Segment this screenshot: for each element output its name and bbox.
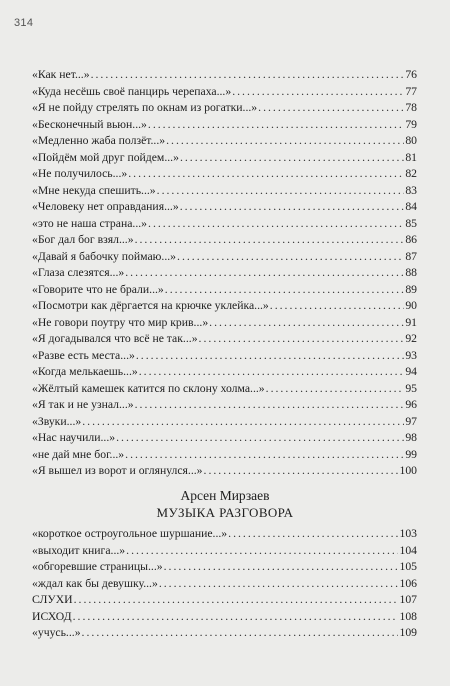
toc-entry-page: 103: [399, 527, 417, 540]
toc-entry-title: «Не говори поутру что мир крив...»: [32, 315, 209, 329]
toc-entry-page: 92: [405, 332, 417, 345]
toc-entry-page: 85: [405, 216, 417, 230]
toc-entry: [32, 543, 417, 560]
toc-entry-title: «Говорите что не брали...»: [32, 282, 164, 296]
toc-entry: [32, 447, 417, 464]
toc-entry: [32, 100, 417, 117]
section-title: МУЗЫКА РАЗГОВОРА: [156, 505, 294, 520]
toc-entry-title: ИСХОД: [32, 609, 72, 623]
toc-entry-title: «Человеку нет оправдания...»: [32, 200, 179, 213]
dot-leader: [228, 526, 398, 543]
toc-entry-page: 105: [399, 560, 417, 573]
dot-leader: [258, 100, 404, 117]
toc-entry-title: «Мне некуда спешить...»: [32, 183, 156, 197]
toc-entry: [32, 67, 417, 84]
toc-entry: [32, 559, 417, 576]
dot-leader: [126, 543, 398, 560]
toc-entry-title: «не дай мне бог...»: [32, 447, 125, 461]
toc-entry-title: СЛУХИ: [32, 593, 73, 606]
toc-entry-title: «Пойдём мой друг пойдем...»: [32, 150, 179, 164]
toc-entry-page: 108: [399, 609, 417, 623]
toc-entry: [32, 166, 417, 183]
dot-leader: [135, 397, 405, 414]
toc-entry-title: «Бесконечный вьюн...»: [32, 117, 147, 131]
dot-leader: [165, 282, 405, 299]
dot-leader: [82, 625, 399, 642]
toc-entry-page: 93: [405, 348, 417, 362]
toc-entry-page: 104: [399, 543, 417, 557]
dot-leader: [125, 265, 404, 282]
toc-entry-title: «Я вышел из ворот и оглянулся...»: [32, 464, 203, 477]
toc-entry-page: 89: [405, 282, 417, 296]
toc-entry-title: «Я не пойду стрелять по окнам из рогатки...»: [32, 101, 258, 114]
toc-entry: [32, 463, 417, 480]
toc-entry-page: 77: [405, 84, 417, 98]
toc-entry: [32, 397, 417, 414]
toc-entry-title: «Жёлтый камешек катится по склону холма...»: [32, 381, 265, 395]
toc-entry: [32, 315, 417, 332]
toc-entry-page: 94: [405, 365, 417, 378]
toc-entry-page: 95: [405, 381, 417, 395]
dot-leader: [166, 133, 404, 150]
toc-entry-page: 83: [405, 183, 417, 197]
toc-entry: [32, 381, 417, 398]
toc-entry-page: 80: [405, 134, 417, 147]
toc-entry: [32, 526, 417, 543]
toc-entry-page: 99: [405, 447, 417, 461]
toc-entry: [32, 625, 417, 642]
toc-entry-page: 98: [405, 431, 417, 444]
dot-leader: [139, 364, 405, 381]
toc-entry-page: 97: [405, 414, 417, 428]
toc-entry-title: «это не наша страна...»: [32, 216, 148, 230]
toc-entry: [32, 216, 417, 233]
toc-entry: [32, 282, 417, 299]
toc-entry-page: 90: [405, 299, 417, 312]
dot-leader: [204, 463, 399, 480]
toc-entry-page: 106: [399, 576, 417, 590]
dot-leader: [270, 298, 405, 315]
toc-entry: [32, 298, 417, 315]
toc-entry-title: «короткое остроугольное шуршание...»: [32, 527, 228, 540]
toc-list: [32, 67, 417, 480]
dot-leader: [74, 592, 399, 609]
toc-entry-page: 82: [405, 167, 417, 180]
toc-entry: [32, 348, 417, 365]
dot-leader: [73, 609, 399, 626]
toc-entry: [32, 150, 417, 167]
dot-leader: [82, 414, 404, 431]
toc-entry-title: «учусь...»: [32, 626, 81, 639]
toc-entry-title: «Я так и не узнал...»: [32, 398, 134, 411]
toc-entry-page: 78: [405, 101, 417, 114]
dot-leader: [232, 84, 404, 101]
toc-entry-page: 100: [399, 464, 417, 477]
toc-entry-title: «Нас научили...»: [32, 431, 116, 444]
dot-leader: [91, 67, 405, 84]
toc-entry-title: «Медленно жаба ползёт...»: [32, 134, 166, 147]
toc-entry-title: «Разве есть места...»: [32, 348, 135, 362]
toc-entry-title: «Давай я бабочку поймаю...»: [32, 249, 177, 263]
toc-entry: [32, 576, 417, 593]
dot-leader: [148, 216, 404, 233]
toc-entry-page: 109: [399, 626, 417, 639]
toc-entry-title: «Не получилось...»: [32, 167, 128, 180]
dot-leader: [180, 199, 405, 216]
toc-entry-page: 76: [405, 68, 417, 81]
toc-entry: [32, 199, 417, 216]
toc-entry: [32, 183, 417, 200]
toc-entry: [32, 414, 417, 431]
dot-leader: [136, 348, 404, 365]
dot-leader: [116, 430, 404, 447]
toc-entry-page: 107: [399, 593, 417, 606]
dot-leader: [159, 576, 399, 593]
toc-entry: [32, 265, 417, 282]
toc-list: [32, 526, 417, 642]
toc-entry-page: 84: [405, 200, 417, 213]
toc-entry-title: «выходит книга...»: [32, 543, 126, 557]
toc-entry-page: 81: [405, 150, 417, 164]
toc-entry: [32, 84, 417, 101]
toc-entry: [32, 133, 417, 150]
toc-entry: [32, 331, 417, 348]
dot-leader: [135, 232, 405, 249]
toc-entry: [32, 609, 417, 626]
toc-entry: [32, 117, 417, 134]
dot-leader: [125, 447, 404, 464]
dot-leader: [164, 559, 399, 576]
toc-entry: [32, 592, 417, 609]
toc-entry-page: 79: [405, 117, 417, 131]
toc-entry-title: «Глаза слезятся...»: [32, 266, 125, 279]
page-number: 314: [14, 17, 34, 29]
toc-entry-title: «Звуки...»: [32, 414, 82, 428]
dot-leader: [148, 117, 404, 134]
toc-entry-page: 88: [405, 266, 417, 279]
toc-entry-page: 96: [405, 398, 417, 411]
toc-entry: [32, 364, 417, 381]
toc-entry-title: «Как нет...»: [32, 68, 90, 81]
toc-entry-title: «Я догадывался что всё не так...»: [32, 332, 198, 345]
toc-entry-title: «Бог дал бог взял...»: [32, 233, 134, 246]
toc-entry-page: 91: [405, 315, 417, 329]
toc-entry-title: «ждал как бы девушку...»: [32, 576, 158, 590]
toc-entry: [32, 430, 417, 447]
dot-leader: [128, 166, 404, 183]
toc-entry-title: «Куда несёшь своё панцирь черепаха...»: [32, 84, 232, 98]
toc-entry-title: «Когда мелькаешь...»: [32, 365, 138, 378]
dot-leader: [209, 315, 404, 332]
toc-entry-page: 86: [405, 233, 417, 246]
toc-entry-title: «Посмотри как дёргается на крючке уклейка...»: [32, 299, 269, 312]
toc-entry-page: 87: [405, 249, 417, 263]
dot-leader: [180, 150, 404, 167]
toc-entry-title: «обгоревшие страницы...»: [32, 560, 163, 573]
toc-entry: [32, 249, 417, 266]
dot-leader: [266, 381, 405, 398]
dot-leader: [177, 249, 404, 266]
toc-entry: [32, 232, 417, 249]
dot-leader: [199, 331, 405, 348]
dot-leader: [157, 183, 405, 200]
section-author: Арсен Мирзаев: [180, 488, 270, 503]
